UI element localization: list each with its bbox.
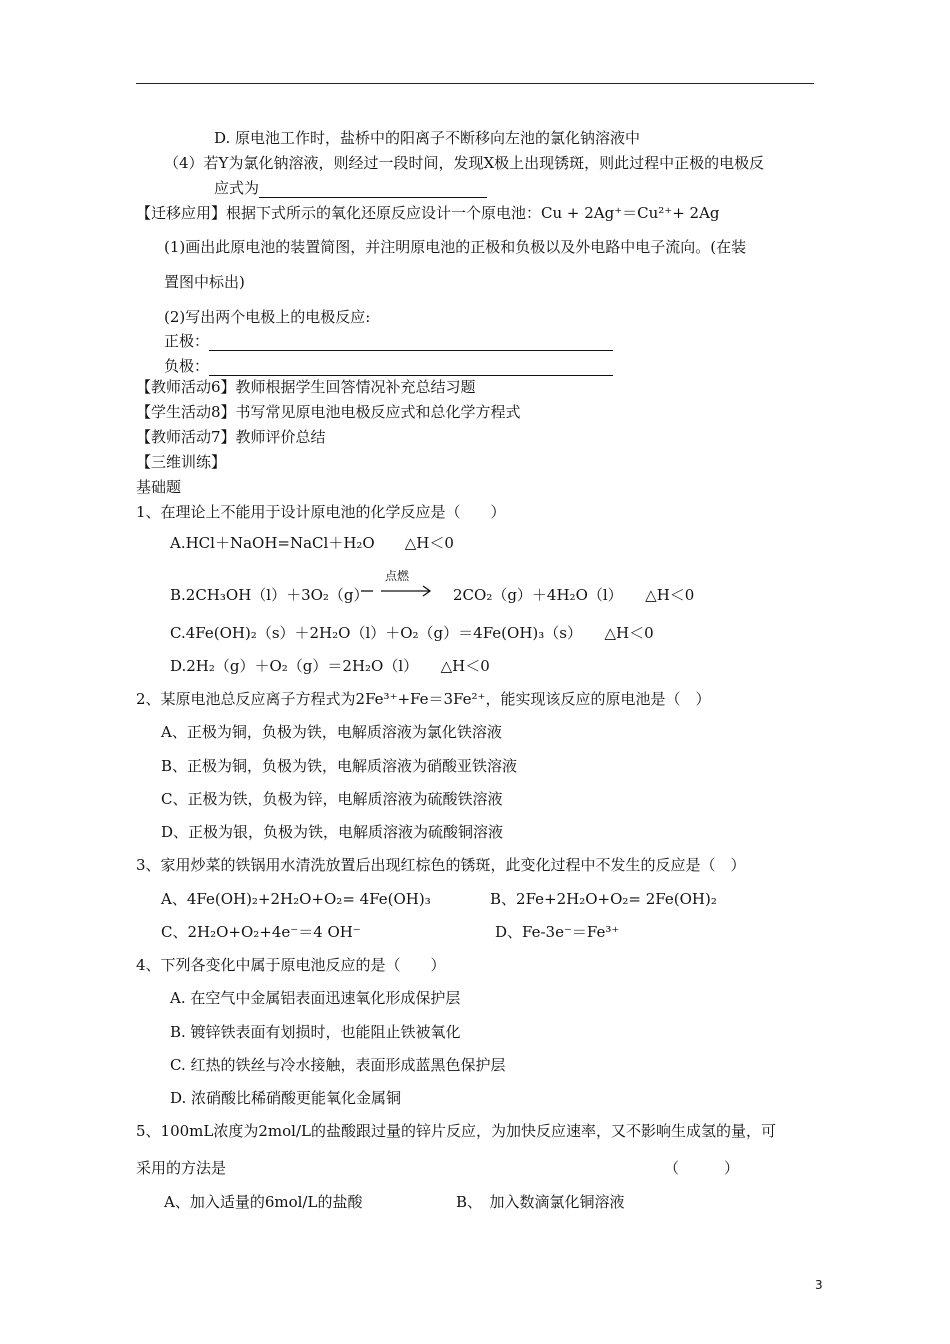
q1-option-b-right: 2CO₂（g）＋4H₂O（l） △H＜0 — [453, 586, 695, 604]
q5-option-b: B、 加入数滴氯化铜溶液 — [456, 1193, 625, 1211]
arrow-condition-label: 点燃 — [385, 569, 410, 583]
page-number: 3 — [815, 1278, 823, 1292]
q-prev-part4-line1: （4）若Y为氯化钠溶液，则经过一段时间，发现X极上出现锈斑，则此过程中正极的电极反 — [164, 154, 765, 172]
header-rule — [136, 83, 814, 84]
q-prev-option-d: D. 原电池工作时，盐桥中的阳离子不断移向左池的氯化钠溶液中 — [214, 129, 641, 147]
q3-option-a: A、4Fe(OH)₂+2H₂O+O₂= 4Fe(OH)₃ — [161, 890, 431, 908]
q2-option-b: B、正极为铜，负极为铁，电解质溶液为硝酸亚铁溶液 — [161, 757, 518, 775]
q-prev-part4-line2 — [214, 178, 487, 198]
basic-questions-heading: 基础题 — [136, 478, 182, 496]
arrow-icon — [361, 583, 435, 603]
answer-blank[interactable] — [259, 181, 487, 198]
positive-electrode-label: 正极： — [164, 332, 210, 350]
teacher-activity-6: 【教师活动6】教师根据学生回答情况补充总结习题 — [136, 378, 476, 396]
q2-stem: 2、某原电池总反应离子方程式为2Fe³⁺+Fe＝3Fe²⁺，能实现该反应的原电池是（ ） — [136, 690, 711, 708]
q1-option-a: A.HCl＋NaOH=NaCl＋H₂O △H＜0 — [170, 534, 454, 552]
student-activity-8: 【学生活动8】书写常见原电池电极反应式和总化学方程式 — [136, 403, 521, 421]
transfer-item1-line2: 置图中标出) — [164, 273, 245, 291]
q4-option-a: A. 在空气中金属铝表面迅速氧化形成保护层 — [170, 989, 461, 1007]
q3-option-b: B、2Fe+2H₂O+O₂= 2Fe(OH)₂ — [490, 890, 717, 908]
transfer-heading: 【迁移应用】根据下式所示的氧化还原反应设计一个原电池：Cu + 2Ag⁺＝Cu²⁺+ 2Ag — [136, 204, 720, 222]
q5-option-a: A、加入适量的6mol/L的盐酸 — [164, 1193, 363, 1211]
q4-option-b: B. 镀锌铁表面有划损时，也能阻止铁被氧化 — [170, 1023, 461, 1041]
q1-stem: 1、在理论上不能用于设计原电池的化学反应是（ ） — [136, 503, 506, 521]
q2-option-a: A、正极为铜，负极为铁，电解质溶液为氯化铁溶液 — [161, 723, 502, 741]
positive-electrode-blank[interactable] — [209, 334, 613, 351]
transfer-item1-line1: (1)画出此原电池的装置简图，并注明原电池的正极和负极以及外电路中电子流向。(在装 — [164, 238, 747, 256]
q4-option-d: D. 浓硝酸比稀硝酸更能氧化金属铜 — [170, 1089, 402, 1107]
q3-stem: 3、家用炒菜的铁锅用水清洗放置后出现红棕色的锈斑，此变化过程中不发生的反应是（ ） — [136, 856, 746, 874]
q2-option-c: C、正极为铁，负极为锌，电解质溶液为硫酸铁溶液 — [161, 790, 503, 808]
transfer-item2: (2)写出两个电极上的电极反应: — [164, 308, 371, 326]
q-prev-part4-text: 应式为 — [214, 179, 260, 197]
q3-option-d: D、Fe-3e⁻＝Fe³⁺ — [495, 923, 620, 941]
q5-stem-line2: 采用的方法是 — [136, 1159, 227, 1177]
negative-electrode-line — [164, 356, 613, 376]
positive-electrode-line — [164, 331, 613, 351]
q1-option-b-left: B.2CH₃OH（l）＋3O₂（g） — [170, 586, 369, 604]
training-heading: 【三维训练】 — [136, 453, 227, 471]
q1-option-c: C.4Fe(OH)₂（s）＋2H₂O（l）＋O₂（g）＝4Fe(OH)₃（s） △H＜0 — [170, 624, 654, 642]
teacher-activity-7: 【教师活动7】教师评价总结 — [136, 428, 326, 446]
q1-option-d: D.2H₂（g）＋O₂（g）＝2H₂O（l） △H＜0 — [170, 657, 490, 675]
q4-option-c: C. 红热的铁丝与冷水接触，表面形成蓝黑色保护层 — [170, 1056, 506, 1074]
negative-electrode-label: 负极： — [164, 357, 210, 375]
q3-option-c: C、2H₂O+O₂+4e⁻＝4 OH⁻ — [161, 923, 361, 941]
negative-electrode-blank[interactable] — [209, 359, 613, 376]
q4-stem: 4、下列各变化中属于原电池反应的是（ ） — [136, 956, 446, 974]
q5-answer-paren[interactable]: （ ） — [664, 1159, 740, 1177]
q2-option-d: D、正极为银，负极为铁，电解质溶液为硫酸铜溶液 — [161, 823, 504, 841]
q5-stem-line1: 5、100mL浓度为2mol/L的盐酸跟过量的锌片反应，为加快反应速率，又不影响生成氢的量，可 — [136, 1122, 776, 1140]
